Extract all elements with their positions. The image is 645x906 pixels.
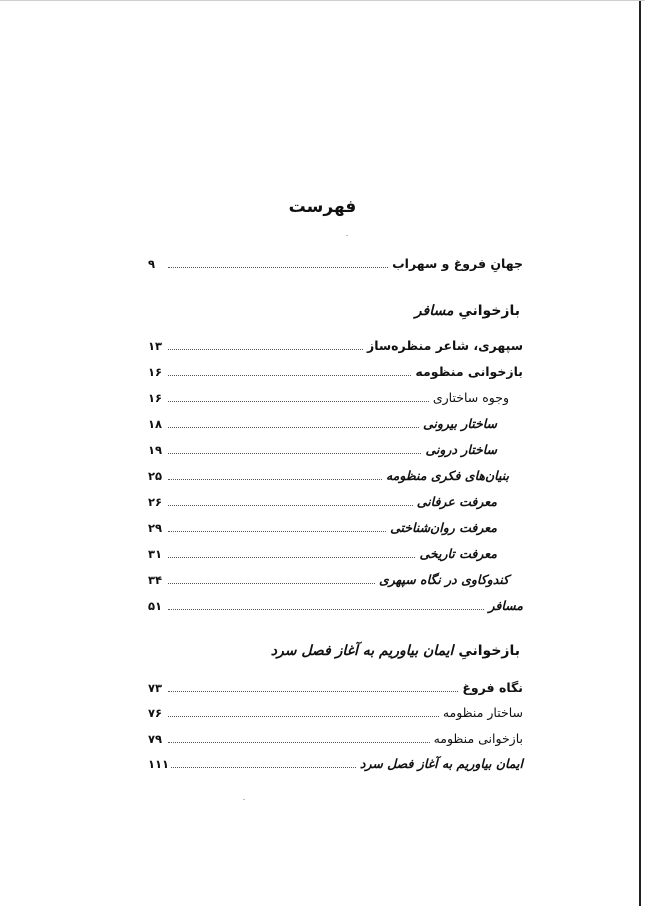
toc-page-number: ۷۹ <box>148 732 163 746</box>
dot-leader <box>168 426 419 428</box>
toc-entry-label: ساختار منظومه <box>442 705 523 720</box>
toc-entry-label: بازخوانی منظومه <box>433 731 523 746</box>
dot-leader <box>168 348 363 350</box>
toc-entry[interactable] <box>148 361 523 381</box>
section-heading-work: ایمان بیاوریم به آغاز فصل سرد <box>270 643 454 659</box>
toc-entry[interactable] <box>148 335 523 355</box>
toc-entry-label: معرفت عرفانی <box>416 494 497 509</box>
toc-page-number: ۳۴ <box>148 573 163 587</box>
toc-entry-label: معرفت روان‌شناختی <box>390 520 497 535</box>
toc-page-number: ۱۶ <box>148 365 163 379</box>
toc-entry-intro[interactable] <box>148 253 523 273</box>
toc-page-number: ۱۸ <box>148 417 163 431</box>
scan-speck <box>243 799 245 800</box>
toc-page-number: ۱۳ <box>148 339 163 353</box>
toc-entry-label: نگاه فروغ <box>462 680 523 695</box>
toc-entry-label: جهانِ فروغ و سهراب <box>392 256 523 271</box>
toc-entry-label: بنیان‌های فکری منظومه <box>385 468 509 483</box>
scan-speck <box>346 235 348 236</box>
toc-entry-label: کندوکاوی در نگاه سپهری <box>379 572 509 587</box>
dot-leader <box>168 374 411 376</box>
section-heading-1 <box>415 303 520 319</box>
toc-entry-label: بازخوانی منظومه <box>415 364 523 379</box>
dot-leader <box>168 715 439 717</box>
toc-page-number: ۲۹ <box>148 521 163 535</box>
toc-page-number: ۳۱ <box>148 547 163 561</box>
toc-entry-label: مسافر <box>488 598 523 613</box>
toc-entry-label: ایمان بیاوریم به آغاز فصل سرد <box>359 756 523 771</box>
toc-entry[interactable] <box>148 543 523 563</box>
page-edge-rule <box>639 1 641 906</box>
toc-entry[interactable] <box>148 465 523 485</box>
toc-entry[interactable] <box>148 728 523 748</box>
toc-entry[interactable] <box>148 753 523 773</box>
toc-page-number: ۷۳ <box>148 681 163 695</box>
dot-leader <box>168 266 388 268</box>
toc-page-number: ۱۶ <box>148 391 163 405</box>
toc-entry[interactable] <box>148 413 523 433</box>
dot-leader <box>171 766 356 768</box>
dot-leader <box>168 582 375 584</box>
toc-entry[interactable] <box>148 517 523 537</box>
toc-title: فهرست <box>288 197 357 217</box>
toc-entry[interactable] <box>148 569 523 589</box>
toc-entry-label: وجوه ساختاری <box>432 390 509 405</box>
toc-entry[interactable] <box>148 491 523 511</box>
toc-entry[interactable] <box>148 387 523 407</box>
toc-page-number: ۵۱ <box>148 599 163 613</box>
toc-page-number: ۹ <box>148 257 156 271</box>
dot-leader <box>168 452 421 454</box>
toc-entry-label: ساختار درونی <box>425 442 497 457</box>
toc-page-number: ۷۶ <box>148 706 163 720</box>
section-heading-prefix: بازخوانیِ <box>458 303 520 319</box>
toc-entry[interactable] <box>148 439 523 459</box>
toc-entry-label: ساختار بیرونی <box>422 416 497 431</box>
dot-leader <box>168 400 429 402</box>
toc-page-number: ۲۶ <box>148 495 163 509</box>
toc-entry[interactable] <box>148 677 523 697</box>
dot-leader <box>168 504 413 506</box>
toc-entry-label: معرفت تاریخی <box>419 546 497 561</box>
toc-page-number: ۲۵ <box>148 469 163 483</box>
section-heading-work: مسافر <box>414 303 454 319</box>
section-heading-2 <box>271 643 520 659</box>
dot-leader <box>168 556 415 558</box>
dot-leader <box>168 608 484 610</box>
toc-page-number: ۱۹ <box>148 443 163 457</box>
section-heading-prefix: بازخوانیِ <box>458 643 520 659</box>
dot-leader <box>168 690 458 692</box>
dot-leader <box>168 478 382 480</box>
toc-entry[interactable] <box>148 595 523 615</box>
toc-entry[interactable] <box>148 702 523 722</box>
toc-entry-label: سپهری، شاعر منظره‌ساز <box>367 338 523 353</box>
toc-page-number: ۱۱۱ <box>148 757 170 771</box>
dot-leader <box>168 741 430 743</box>
dot-leader <box>168 530 386 532</box>
